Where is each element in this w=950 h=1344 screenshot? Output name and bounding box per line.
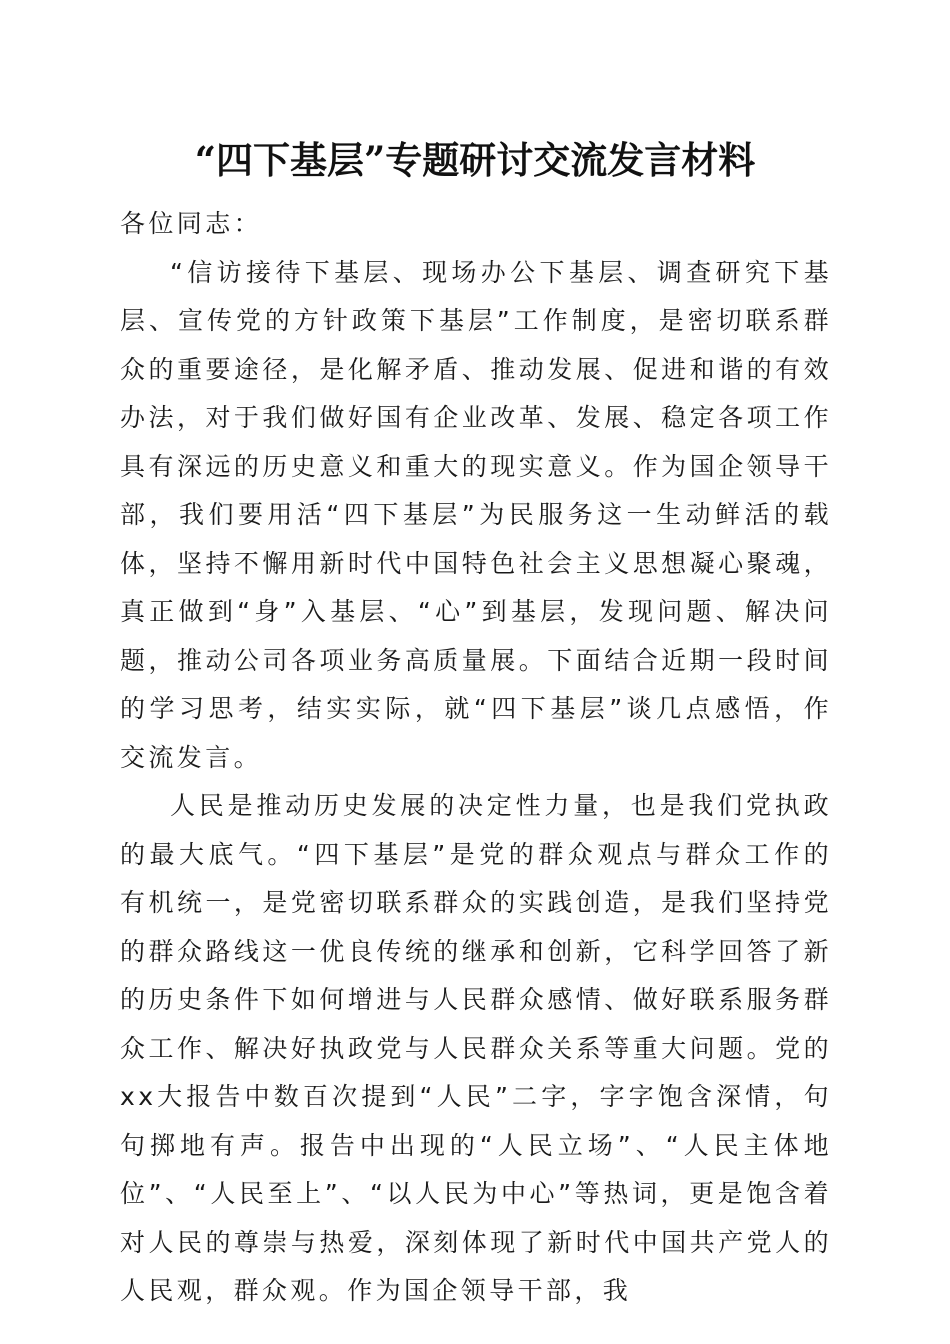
document-title: “四下基层”专题研讨交流发言材料 — [194, 138, 756, 182]
body-paragraph: “信访接待下基层、现场办公下基层、调查研究下基层、宣传党的方针政策下基层”工作制度，是密切联系群众的重要途径，是化解矛盾、推动发展、促进和谐的有效办法，对于我们做好国有企业改革、发展、稳定各项工作具有深远的历史意义和重大的现实意义。作为国企领导干部，我们要用活“四下基层”为民服务这一生动鲜活的载体，坚持不懈用新时代中国特色社会主义思想凝心聚魂，真正做到“身”入基层、“心”到基层，发现问题、解决问题，推动公司各项业务高质量展。下面结合近期一段时间的学习思考，结实实际，就“四下基层”谈几点感悟，作交流发言。 — [120, 257, 832, 772]
greeting-line: 各位同志： — [120, 209, 263, 238]
body-paragraph: 人民是推动历史发展的决定性力量，也是我们党执政的最大底气。“四下基层”是党的群众观点与群众工作的有机统一，是党密切联系群众的实践创造，是我们坚持党的群众路线这一优良传统的继承和创新，它科学回答了新的历史条件下如何增进与人民群众感情、做好联系服务群众工作、解决好执政党与人民群众关系等重大问题。党的xx大报告中数百次提到“人民”二字，字字饱含深情，句句掷地有声。报告中出现的“人民立场”、“人民主体地位”、“人民至上”、“以人民为中心”等热词，更是饱含着对人民的尊崇与热爱，深刻体现了新时代中国共产党人的人民观，群众观。作为国企领导干部，我 — [120, 791, 832, 1305]
document-body — [120, 200, 832, 1316]
